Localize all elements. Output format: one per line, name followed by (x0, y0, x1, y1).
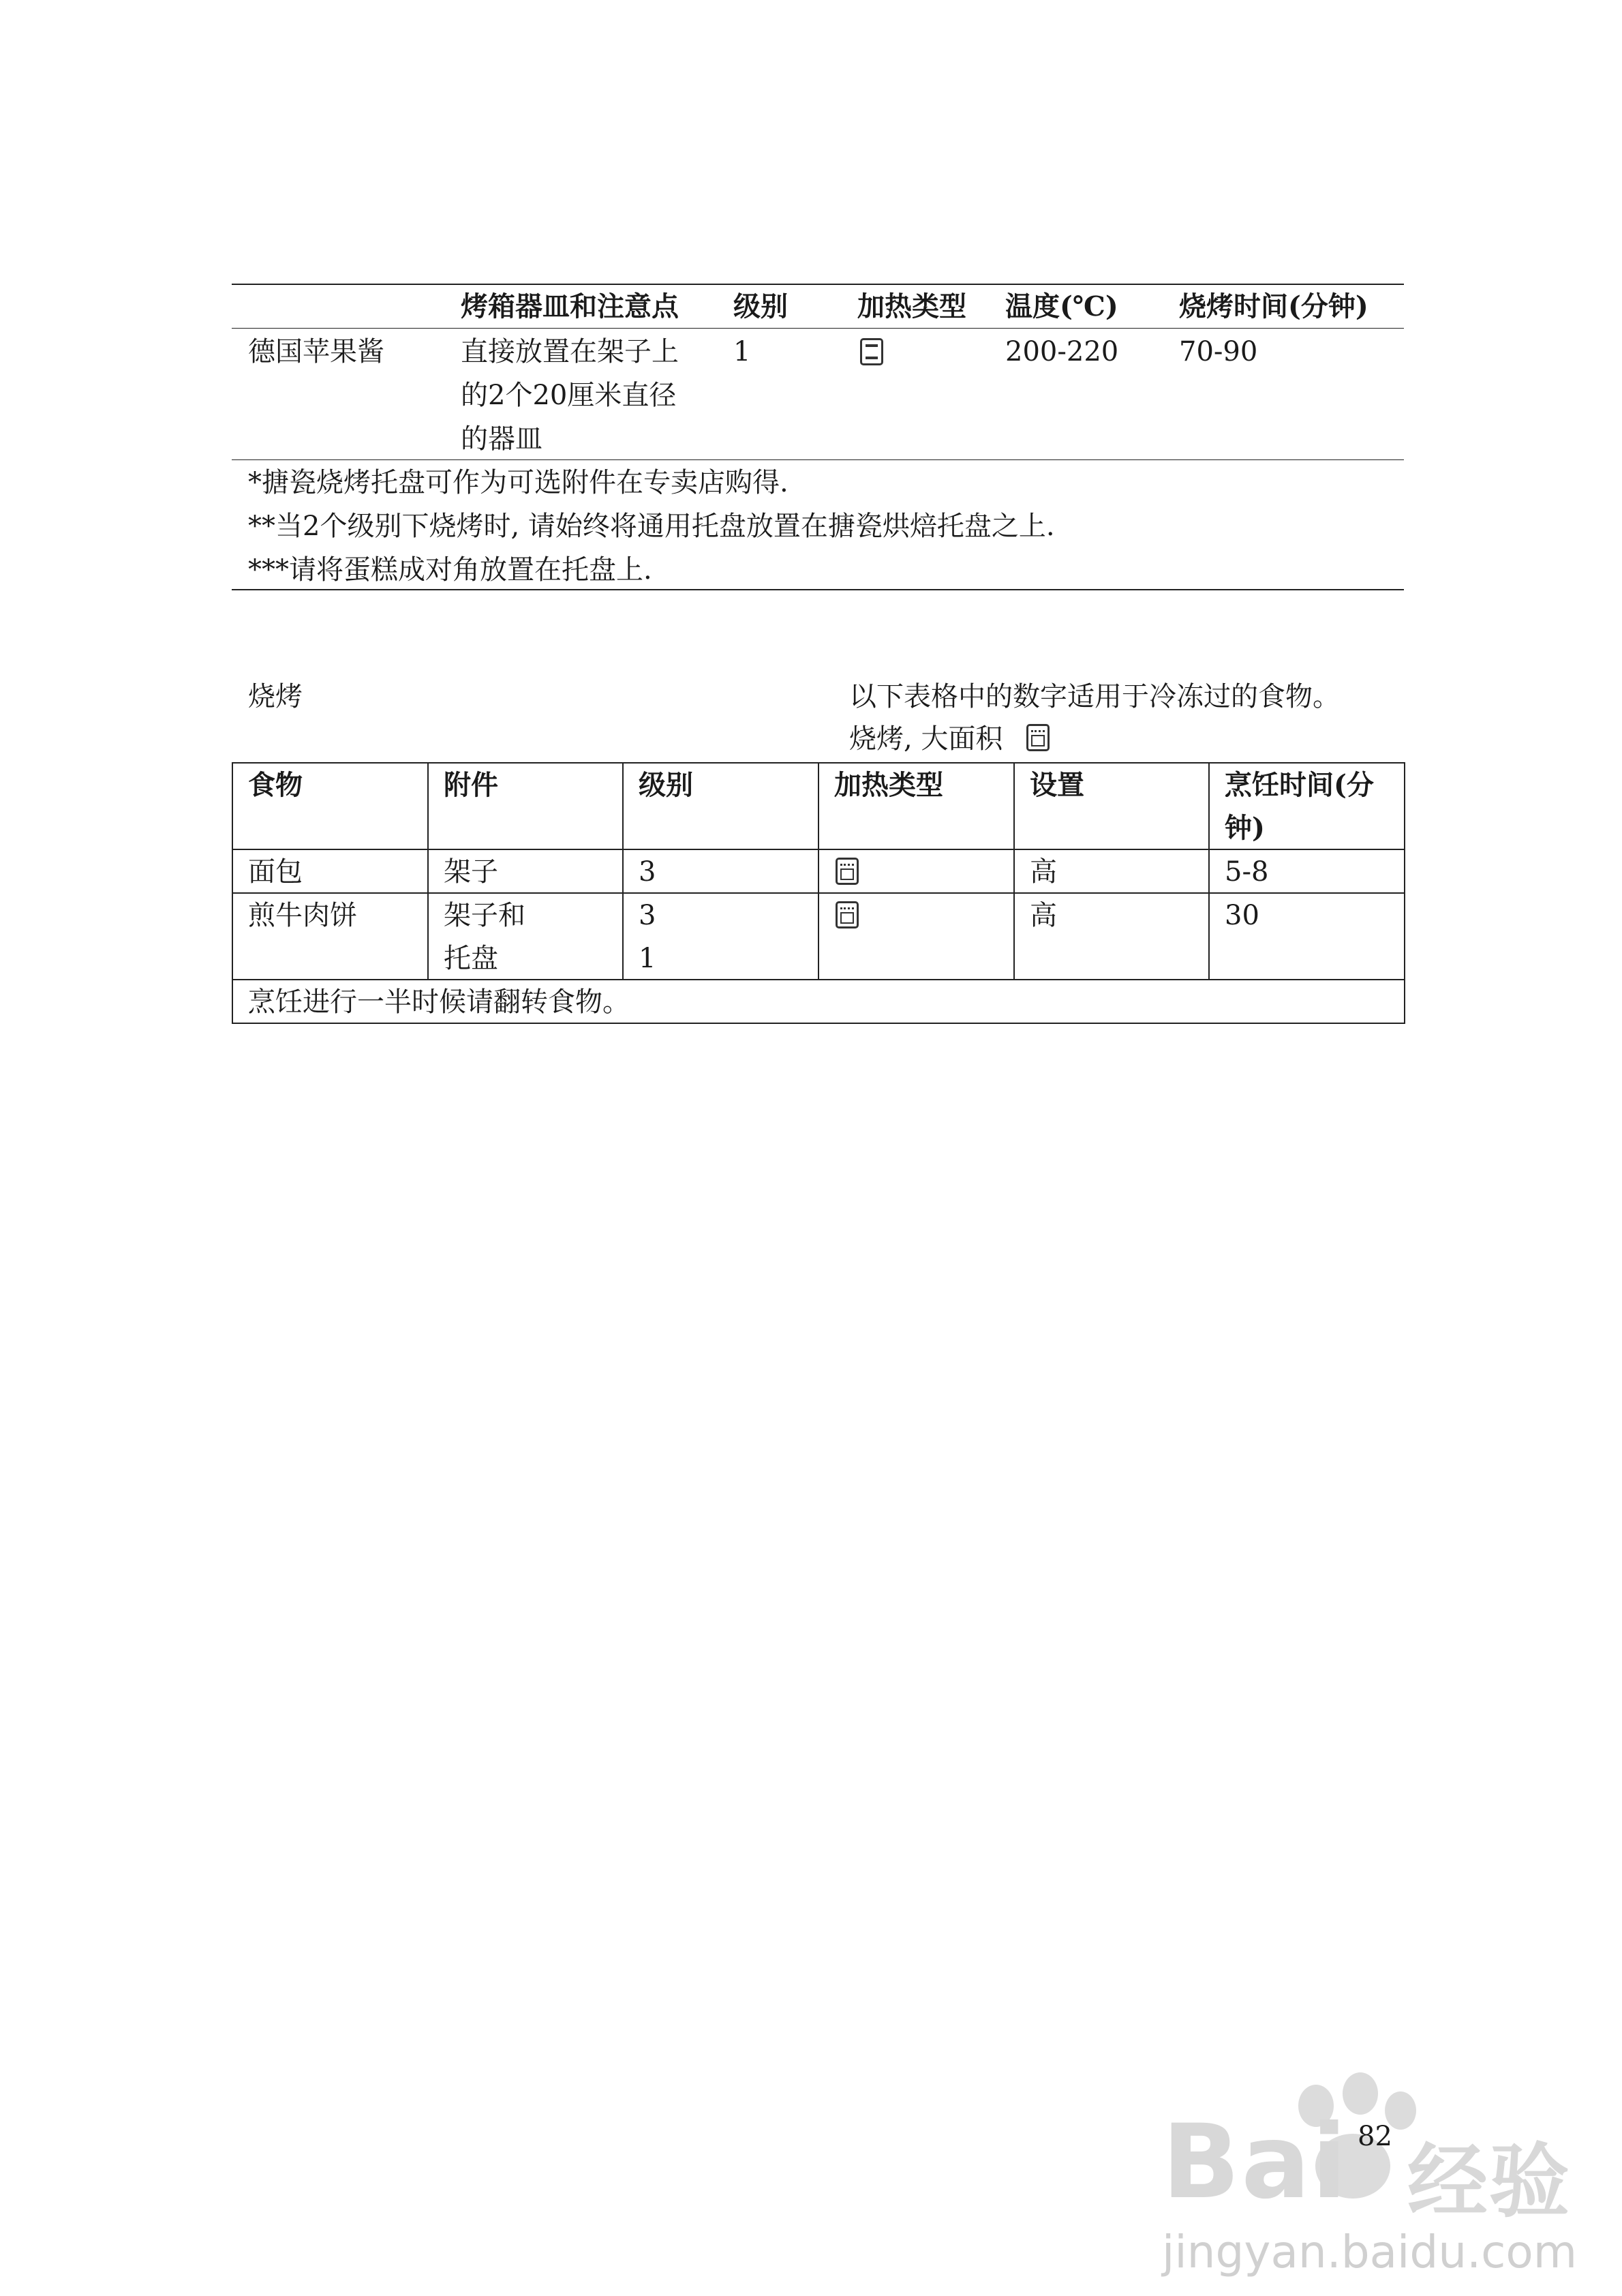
table1-note-2: **当2个级别下烧烤时, 请始终将通用托盘放置在搪瓷烘焙托盘之上. (248, 511, 1055, 542)
grill-icon (836, 858, 859, 885)
table2-col-divider-1 (427, 762, 429, 980)
section-subtitle: 烧烤, 大面积 (849, 723, 1003, 755)
table2-row2-accessory-line-1: 架子和 (444, 900, 525, 931)
table2-row2-accessory-line-2: 托盘 (444, 943, 498, 974)
table1-notes-rule (232, 459, 1404, 460)
table1-header-temp: 温度(℃) (1005, 290, 1118, 322)
table1-header-heating: 加热类型 (857, 290, 966, 322)
table1-header-dish: 烤箱器皿和注意点 (461, 290, 679, 322)
table2-left-border (232, 762, 233, 1024)
table2-col-divider-2 (622, 762, 624, 980)
section-intro: 以下表格中的数字适用于冷冻过的食物。 (849, 681, 1340, 712)
table1-header-level: 级别 (733, 290, 788, 322)
section-title: 烧烤 (248, 681, 303, 712)
table2-header-time-line-2: 钟) (1225, 812, 1265, 844)
table1-dish-line-3: 的器皿 (461, 423, 542, 455)
table2-row1-time: 5-8 (1225, 856, 1269, 888)
table2-col-divider-5 (1208, 762, 1210, 980)
table2-header-level: 级别 (639, 769, 693, 801)
table2-row2-level-line-2: 1 (639, 943, 656, 974)
table2-row2-time: 30 (1225, 900, 1259, 931)
table2-header-setting: 设置 (1030, 769, 1084, 801)
table1-header-rule (232, 328, 1404, 329)
table1-note-1: *搪瓷烧烤托盘可作为可选附件在专卖店购得. (248, 467, 789, 498)
watermark-brand-2: 经验 (1407, 2134, 1572, 2229)
table1-bottom-rule (232, 589, 1404, 590)
page-number: 82 (1358, 2121, 1392, 2152)
table2-footer-note: 烹饪进行一半时候请翻转食物。 (248, 986, 630, 1018)
table2-col-divider-4 (1013, 762, 1015, 980)
table1-time-cell: 70-90 (1179, 336, 1258, 367)
table1-note-3: ***请将蛋糕成对角放置在托盘上. (248, 554, 652, 586)
table1-dish-line-2: 的2个20厘米直径 (461, 380, 677, 411)
large-area-grill-icon (1026, 724, 1050, 751)
watermark-brand: Bai (1162, 2103, 1348, 2222)
table2-row2-setting: 高 (1030, 900, 1057, 931)
table1-dish-line-1: 直接放置在架子上 (461, 336, 679, 367)
table2-right-border (1404, 762, 1405, 1024)
table2-header-food: 食物 (248, 769, 303, 801)
table2-header-heating: 加热类型 (834, 769, 943, 801)
top-bottom-heat-icon (860, 338, 883, 365)
table2-row1-level: 3 (639, 856, 656, 888)
watermark-url: jingyan.baidu.com (1162, 2226, 1578, 2278)
table2-header-accessory: 附件 (444, 769, 498, 801)
table2-row1-food: 面包 (248, 856, 303, 888)
table2-row2-food: 煎牛肉饼 (248, 900, 357, 931)
grill-icon (836, 901, 859, 928)
table2-col-divider-3 (818, 762, 819, 980)
table1-temp-cell: 200-220 (1005, 336, 1119, 367)
table2-row1-setting: 高 (1030, 856, 1057, 888)
table1-food-cell: 德国苹果酱 (248, 336, 384, 367)
table2-row2-level-line-1: 3 (639, 900, 656, 931)
table2-row1-accessory: 架子 (444, 856, 498, 888)
table2-header-time-line-1: 烹饪时间(分 (1225, 769, 1374, 801)
table1-level-cell: 1 (733, 336, 751, 367)
table1-header-time: 烧烤时间(分钟) (1179, 290, 1368, 322)
